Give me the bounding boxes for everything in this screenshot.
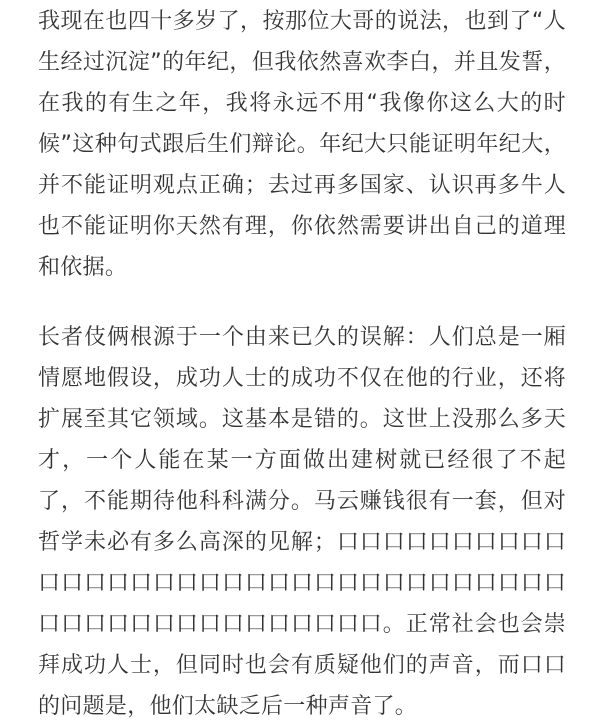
- article-body: [38, 0, 566, 727]
- paragraph-1: 我现在也四十多岁了，按那位大哥的说法，也到了“人生经过沉淀”的年纪，但我依然喜欢李白，并且发誓，在我的有生之年，我将永远不用“我像你这么大的时候”这种句式跟后生们辩论。年纪大只能证明年纪大，并不能证明观点正确；去过再多国家、认识再多牛人也不能证明你天然有理，你依然需要讲出自己的道理和依据。: [38, 9, 566, 280]
- paragraph-2: 长者伎俩根源于一个由来已久的误解：人们总是一厢情愿地假设，成功人士的成功不仅在他的行业，还将扩展至其它领域。这基本是错的。这世上没那么多天才，一个人能在某一方面做出建树就已经很了不起了，不能期待他科科满分。马云赚钱很有一套，但对哲学未必有多么高深的见解；口口口口口口口口口口口口口口口口口口口口口口口口口口口口口口口口口口口口口口口口口口口口口口口口。正常社会也会崇拜成功人士，但同时也会有质疑他们的声音，而口口的问题是，他们太缺乏后一种声音了。: [38, 325, 566, 719]
